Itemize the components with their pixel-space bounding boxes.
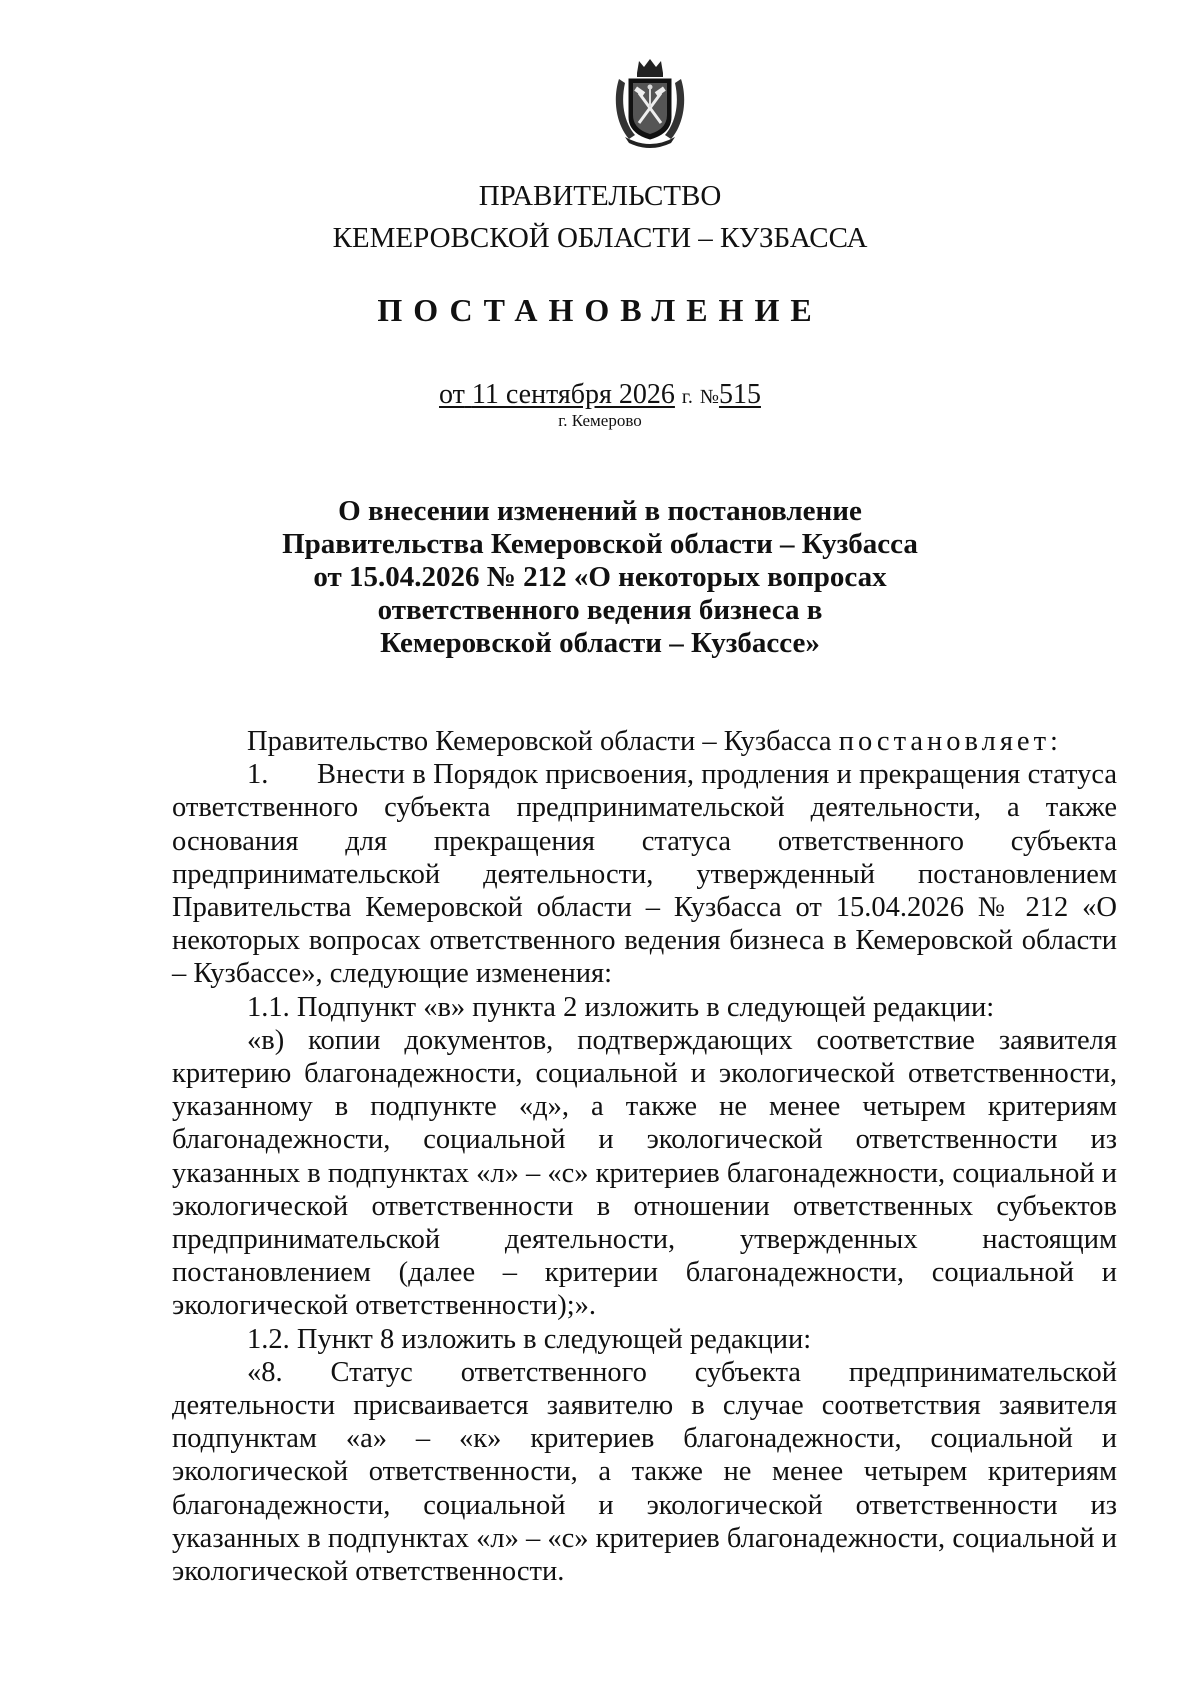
date-prefix: от [439, 379, 465, 410]
decree-number: 515 [718, 379, 761, 410]
government-name-line2: КЕМЕРОВСКОЙ ОБЛАСТИ – КУЗБАССА [332, 222, 868, 254]
subparagraph-1-1-text: «в) копии документов, подтверждающих соответствие заявителя критерию благонадежности, социальной и экологической ответственности, указанному в подпункте «д», а также не менее четырем критериям благонадежности, социальной и экологической ответственности из указанных в подпунктах «л» – «с» критериев благонадежности, социальной и экологической ответственности в отношении ответственных субъектов предпринимательской деятельности, утвержденных настоящим постановлением (далее – критерии благонадежности, социальной и экологической ответственности);». [172, 1024, 1117, 1322]
city-name: г. Кемерово [558, 411, 642, 430]
paragraph-number: 1. [247, 759, 269, 791]
intro-paragraph: Правительство Кемеровской области – Кузбасса постановляет: [247, 726, 1062, 757]
subject-line: Правительства Кемеровской области – Кузбасса [282, 528, 918, 560]
subparagraph-1-1-heading: 1.1. Подпункт «в» пункта 2 изложить в следующей редакции: [247, 991, 995, 1023]
government-name-line1: ПРАВИТЕЛЬСТВО [478, 180, 722, 212]
subject-line: ответственного ведения бизнеса в [377, 594, 823, 626]
paragraph-1: 1. Внести в Порядок присвоения, продления и прекращения статуса ответственного субъекта предпринимательской деятельности, а также основания для прекращения статуса ответственного субъекта предпринимательской деятельности, утвержденный постановлением Правительства Кемеровской области – Кузбасса от 15.04.2026 № 212 «О некоторых вопросах ответственного ведения бизнеса в Кемеровской области – Кузбассе», следующие изменения: [172, 759, 1117, 990]
subparagraph-1-2-text: «8. Статус ответственного субъекта предпринимательской деятельности присваивается заявителю в случае соответствия заявителя подпунктам «а» – «к» критериев благонадежности, социальной и экологической ответственности, а также не менее четырем критериям благонадежности, социальной и экологической ответственности из указанных в подпунктах «л» – «с» критериев благонадежности, социальной и экологической ответственности. [172, 1356, 1117, 1588]
intro-verb: постановляет: [838, 726, 1062, 757]
year-suffix: г. [681, 386, 693, 408]
subject-line: Кемеровской области – Кузбассе» [380, 627, 820, 659]
subparagraph-1-2-heading: 1.2. Пункт 8 изложить в следующей редакции: [247, 1323, 812, 1355]
document-body [172, 725, 1117, 1588]
subject-line: от 15.04.2026 № 212 «О некоторых вопросах [313, 561, 887, 593]
document-type-title: ПОСТАНОВЛЕНИЕ [377, 292, 823, 328]
subject-line: О внесении изменений в постановление [338, 495, 862, 527]
decree-date: 11 сентября 2026 [471, 379, 675, 410]
decree-subject [0, 495, 1200, 660]
coat-of-arms-icon [611, 57, 689, 149]
number-sign: № [699, 386, 719, 408]
